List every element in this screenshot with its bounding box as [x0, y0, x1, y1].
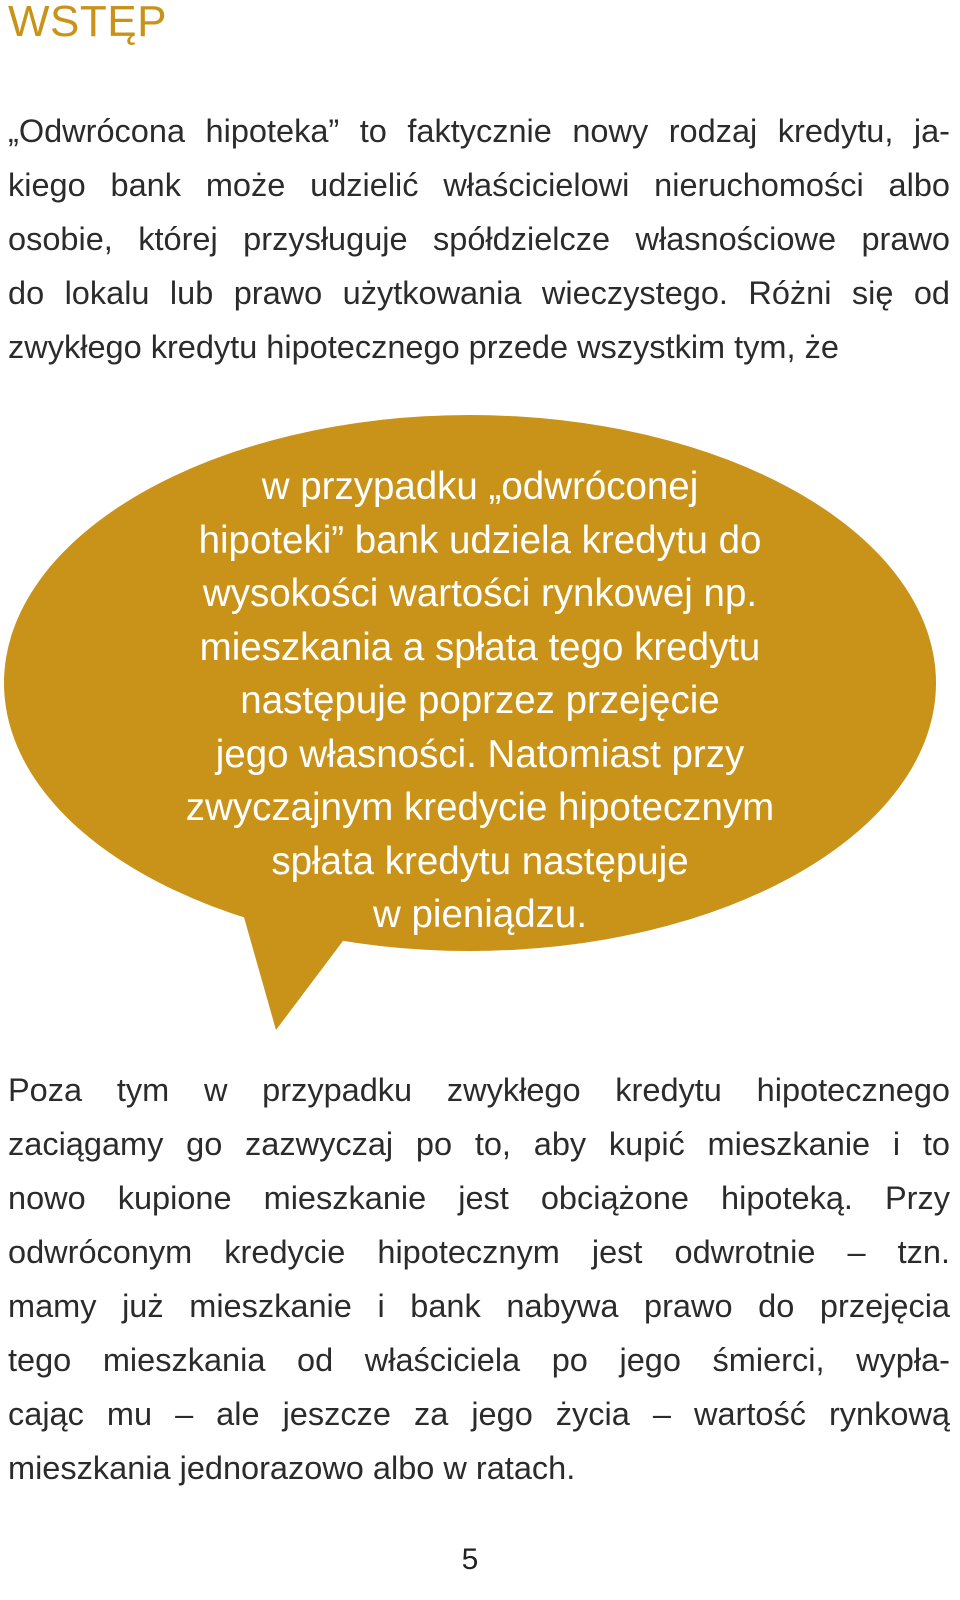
callout-line: zwyczajnym kredycie hipotecznym [185, 786, 775, 829]
body-line: cając mu – ale jeszcze za jego życia – wartość rynkową [8, 1396, 950, 1432]
intro-line: kiego bank może udzielić właścicielowi nieruchomości albo [8, 167, 950, 203]
page-number: 5 [461, 1543, 479, 1576]
body-line: mamy już mieszkanie i bank nabywa prawo do przejęcia [8, 1288, 950, 1324]
body-line: tego mieszkania od właściciela po jego śmierci, wypła- [8, 1342, 950, 1378]
body-line: Poza tym w przypadku zwykłego kredytu hipotecznego [8, 1072, 950, 1108]
body-line: mieszkania jednorazowo albo w ratach. [8, 1450, 576, 1486]
callout-line: spłata kredytu następuje [271, 839, 689, 883]
callout-line: w przypadku „odwróconej [261, 465, 699, 508]
callout-line: następuje poprzez przejęcie [240, 679, 720, 722]
body-line: odwróconym kredycie hipotecznym jest odwrotnie – tzn. [8, 1234, 950, 1270]
body-paragraph [8, 1063, 950, 1495]
body-line: zaciągamy go zazwyczaj po to, aby kupić mieszkanie i to [8, 1126, 950, 1162]
intro-line: zwykłego kredytu hipotecznego przede wszystkim tym, że [8, 329, 839, 365]
callout-line: wysokości wartości rynkowej np. [202, 572, 758, 615]
intro-paragraph [8, 104, 950, 374]
callout-line: w pieniądzu. [372, 893, 588, 936]
callout-line: mieszkania a spłata tego kredytu [199, 625, 761, 669]
body-line: nowo kupione mieszkanie jest obciążone hipoteką. Przy [8, 1180, 950, 1216]
section-heading: WSTĘP [8, 0, 167, 46]
callout-line: hipoteki” bank udziela kredytu do [198, 518, 762, 562]
intro-line: „Odwrócona hipoteka” to faktycznie nowy rodzaj kredytu, ja- [8, 113, 950, 149]
callout-line: jego własności. Natomiast przy [215, 732, 745, 776]
intro-line: do lokalu lub prawo użytkowania wieczystego. Różni się od [8, 275, 950, 311]
intro-line: osobie, której przysługuje spółdzielcze własnościowe prawo [8, 221, 950, 257]
callout-text [90, 460, 870, 942]
